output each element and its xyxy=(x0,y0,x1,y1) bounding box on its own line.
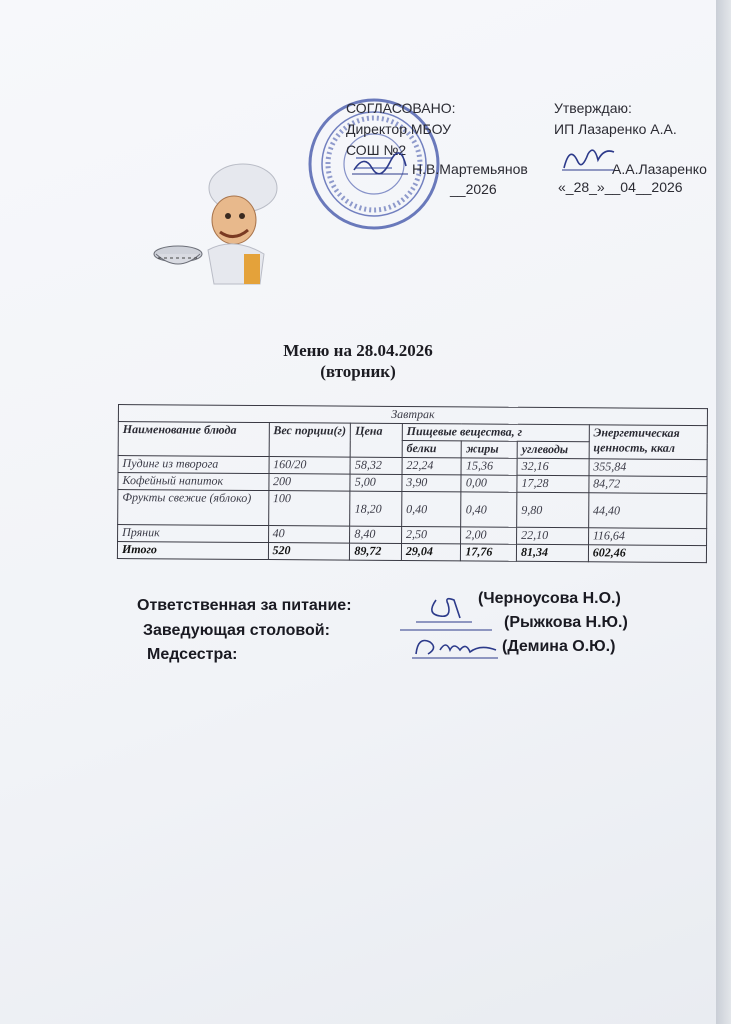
approval-left-school: СОШ №2 xyxy=(346,142,407,158)
col-header-price: Цена xyxy=(350,423,402,457)
cell-weight: 200 xyxy=(268,474,350,492)
cell-carbs: 22,10 xyxy=(517,527,589,545)
cell-price: 18,20 xyxy=(350,491,402,526)
cell-name: Пряник xyxy=(118,525,269,543)
table-total-row xyxy=(117,542,706,563)
total-weight: 520 xyxy=(268,543,350,561)
signature-nurse xyxy=(410,632,500,662)
cell-fat: 0,40 xyxy=(461,492,517,527)
cell-carbs: 32,16 xyxy=(517,458,589,476)
approval-left-position: Директор МБОУ xyxy=(346,121,452,137)
cell-name: Кофейный напиток xyxy=(118,473,269,491)
person-nurse: (Демина О.Ю.) xyxy=(502,638,616,655)
approval-left-heading: СОГЛАСОВАНО: xyxy=(346,100,456,116)
cell-weight: 160/20 xyxy=(269,457,351,475)
cell-name: Фрукты свежие (яблоко) xyxy=(118,490,269,526)
person-canteen-head: (Рыжкова Н.Ю.) xyxy=(504,614,628,631)
cell-energy: 116,64 xyxy=(588,528,706,546)
cell-name: Пудинг из творога xyxy=(118,456,269,474)
approval-right-date: «_28_»__04__2026 xyxy=(558,179,683,195)
table-row xyxy=(118,490,707,529)
menu-title: Меню на 28.04.2026 xyxy=(283,341,433,360)
cell-fat: 0,00 xyxy=(461,475,517,492)
cell-price: 5,00 xyxy=(350,474,402,491)
cell-price: 58,32 xyxy=(350,457,402,474)
cell-protein: 22,24 xyxy=(402,457,462,474)
total-protein: 29,04 xyxy=(401,543,461,560)
approval-right-company: ИП Лазаренко А.А. xyxy=(554,121,677,137)
total-carbs: 81,34 xyxy=(516,544,588,562)
approval-left-name: Н.В.Мартемьянов xyxy=(412,161,528,177)
col-header-carbs: углеводы xyxy=(517,441,589,459)
cell-carbs: 9,80 xyxy=(517,492,589,527)
col-header-fat: жиры xyxy=(462,441,518,458)
cell-energy: 44,40 xyxy=(588,493,706,529)
cell-protein: 3,90 xyxy=(402,474,462,491)
col-header-weight: Вес порции(г) xyxy=(269,423,351,458)
person-nutrition: (Черноусова Н.О.) xyxy=(478,590,621,607)
cell-weight: 40 xyxy=(268,526,350,544)
cell-fat: 2,00 xyxy=(461,527,517,544)
menu-table xyxy=(117,404,708,563)
approval-right-name: А.А.Лазаренко xyxy=(612,161,707,177)
approval-left-date: __2026 xyxy=(450,181,497,197)
cell-protein: 0,40 xyxy=(402,491,462,526)
col-header-nutrients: Пищевые вещества, г xyxy=(402,423,589,441)
role-nurse: Медсестра: xyxy=(147,646,238,663)
director-signature xyxy=(350,150,410,180)
cell-price: 8,40 xyxy=(350,526,402,543)
col-header-energy: Энергетическая ценность, ккал xyxy=(589,425,707,460)
total-label: Итого xyxy=(117,542,268,560)
chef-illustration xyxy=(148,150,278,290)
cell-energy: 355,84 xyxy=(589,459,707,477)
approval-right-heading: Утверждаю: xyxy=(554,100,632,116)
cell-fat: 15,36 xyxy=(461,458,517,475)
signature-canteen-head xyxy=(398,614,494,634)
total-fat: 17,76 xyxy=(461,544,517,561)
role-nutrition: Ответственная за питание: xyxy=(137,597,352,614)
total-price: 89,72 xyxy=(350,543,402,560)
cell-energy: 84,72 xyxy=(589,476,707,494)
menu-weekday: (вторник) xyxy=(320,362,396,381)
meal-header: Завтрак xyxy=(118,405,707,426)
approver-signature xyxy=(560,140,616,176)
col-header-protein: белки xyxy=(402,440,462,457)
cell-protein: 2,50 xyxy=(401,526,461,543)
cell-carbs: 17,28 xyxy=(517,475,589,493)
col-header-name: Наименование блюда xyxy=(118,422,269,457)
cell-weight: 100 xyxy=(268,491,350,527)
role-canteen-head: Заведующая столовой: xyxy=(143,622,330,639)
page-edge xyxy=(716,0,731,1024)
total-energy: 602,46 xyxy=(588,545,706,563)
